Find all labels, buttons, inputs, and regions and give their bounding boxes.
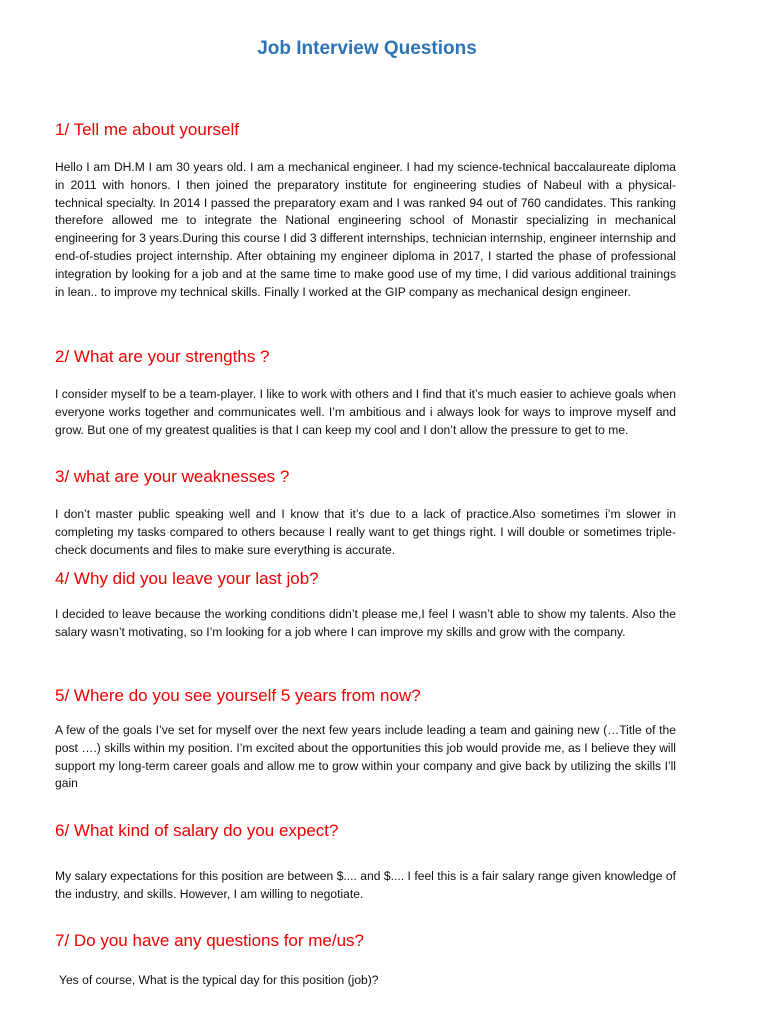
answer-6-text: My salary expectations for this position are between $.... and $.... I feel this is a fair salary range given knowledge of the industry, and skills. However, I am willing to negotiate. — [55, 869, 676, 901]
answer-7-text: Yes of course, What is the typical day for this position (job)? — [59, 973, 379, 987]
question-1-heading: 1/ Tell me about yourself — [55, 120, 239, 139]
question-5-heading: 5/ Where do you see yourself 5 years from now? — [55, 686, 421, 705]
answer-3-text: I don’t master public speaking well and I know that it’s due to a lack of practice.Also sometimes i’m slower in completing my tasks compared to others because I really want to get things right. I will double or sometimes triple-check documents and files to make sure everything is accurate. — [55, 507, 676, 557]
document-title: Job Interview Questions — [257, 38, 477, 59]
answer-5-text: A few of the goals I’ve set for myself over the next few years include leading a team and gaining new (…Title of the post ….) skills within my position. I’m excited about the opportunities this job would provide me, as I believe they will support my long-term career goals and allow me to grow within your company and give back by utilizing the skills I’ll gain — [55, 723, 676, 791]
question-2-heading: 2/ What are your strengths ? — [55, 347, 270, 366]
question-3-heading: 3/ what are your weaknesses ? — [55, 467, 290, 486]
answer-2-text: I consider myself to be a team-player. I like to work with others and I find that it’s much easier to achieve goals when everyone works together and communicates well. I’m ambitious and i always look for ways to improve myself and grow. But one of my greatest qualities is that I can keep my cool and I don’t allow the pressure to get to me. — [55, 387, 676, 437]
answer-4-text: I decided to leave because the working conditions didn’t please me,I feel I wasn’t able to show my talents. Also the salary wasn’t motivating, so I’m looking for a job where I can improve my skills and grow with the company. — [55, 607, 676, 639]
question-4-heading: 4/ Why did you leave your last job? — [55, 569, 319, 588]
question-7-heading: 7/ Do you have any questions for me/us? — [55, 931, 365, 950]
answer-1-text: Hello I am DH.M I am 30 years old. I am a mechanical engineer. I had my science-technical baccalaureate diploma in 2011 with honors. I then joined the preparatory institute for engineering studies of Nabeul with a physical-technical specialty. In 2014 I passed the preparatory exam and I was ranked 94 out of 760 candidates. This ranking therefore allowed me to integrate the National engineering school of Monastir specializing in mechanical engineering for 3 years.During this course I did 3 different internships, technician internship, engineer internship and end-of-studies project internship. After obtaining my engineer diploma in 2017, I started the phase of professional integration by looking for a job and at the same time to make good use of my time, I did various additional trainings in lean.. to improve my technical skills. Finally I worked at the GIP company as mechanical design engineer. — [55, 160, 676, 299]
question-6-heading: 6/ What kind of salary do you expect? — [55, 821, 339, 840]
